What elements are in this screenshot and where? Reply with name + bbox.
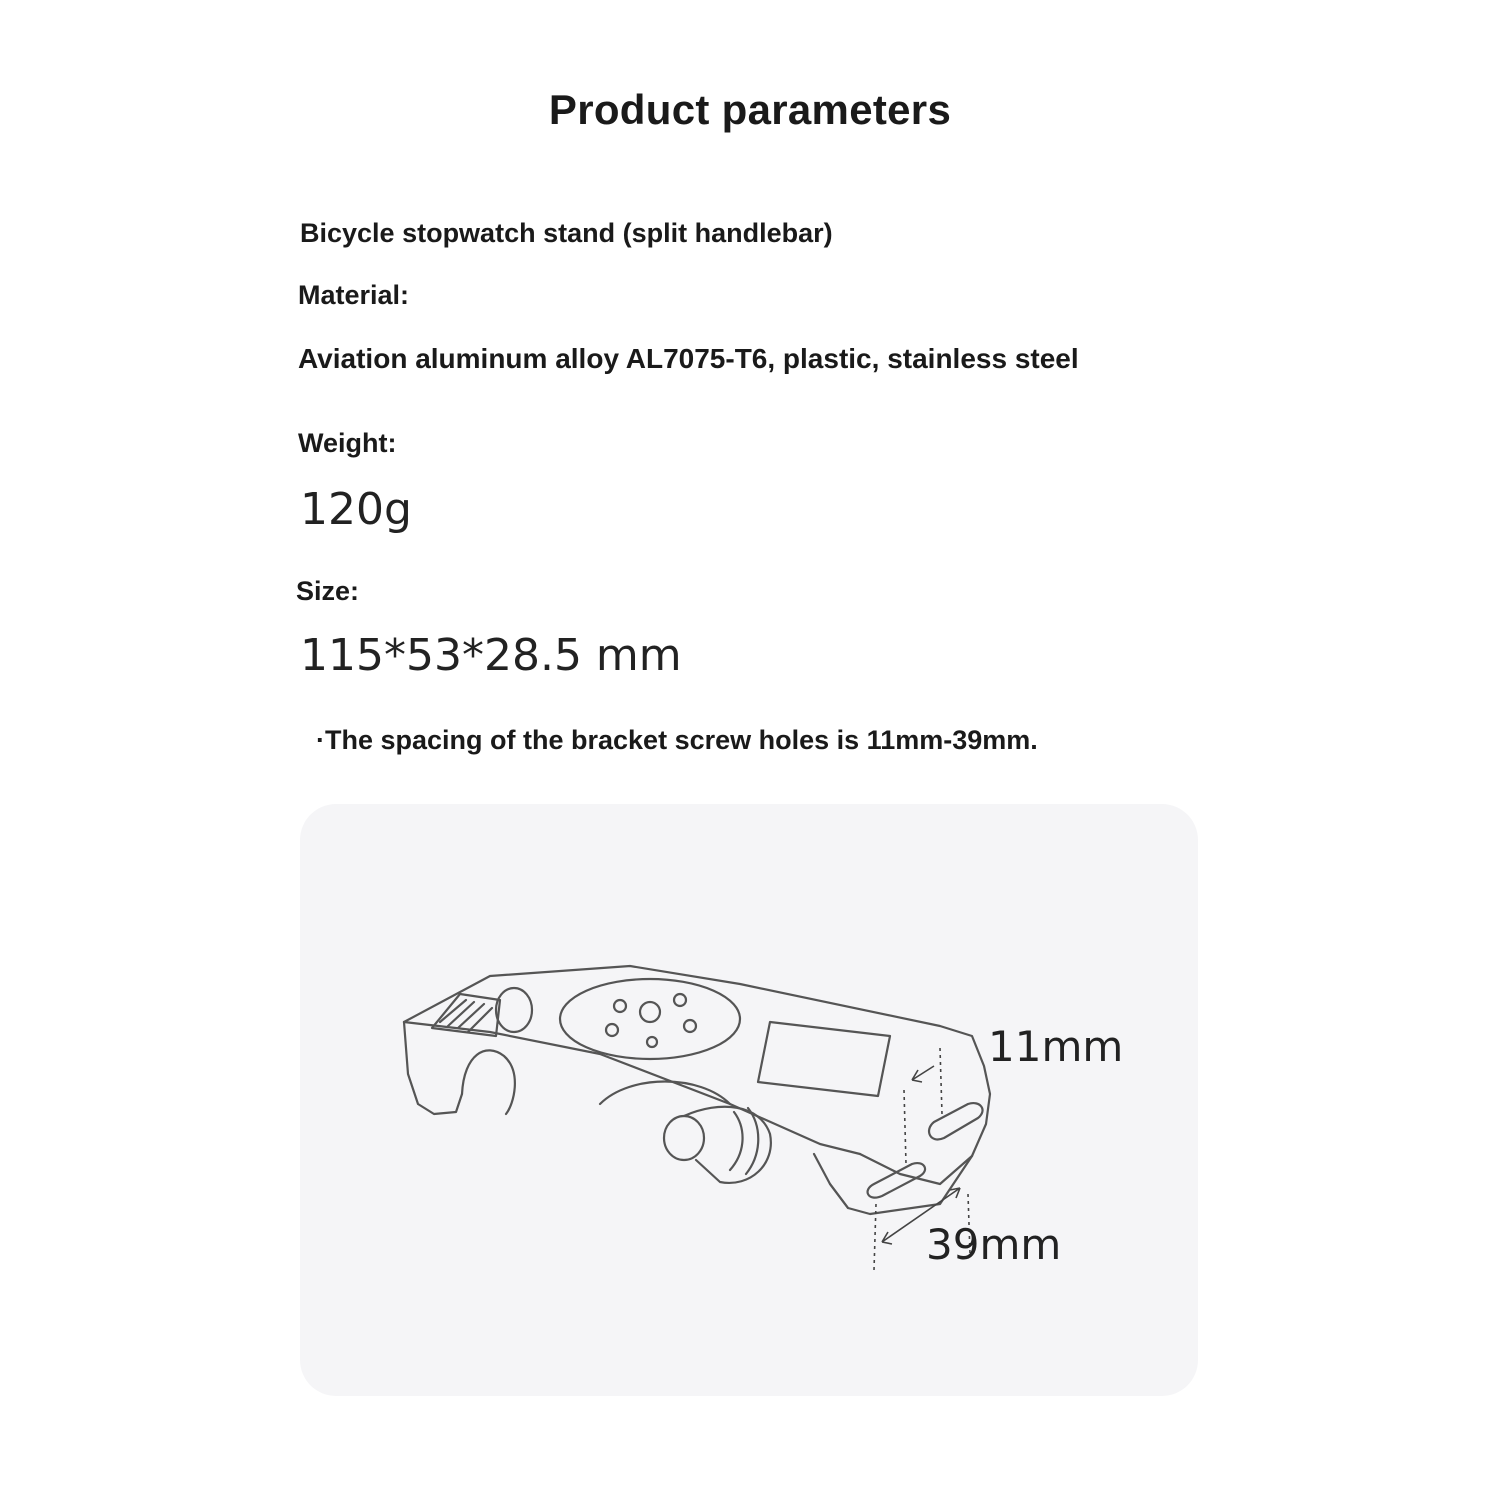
- material-label: Material:: [298, 280, 410, 310]
- product-name: Bicycle stopwatch stand (split handlebar): [300, 218, 833, 248]
- screw-hole-note: ·The spacing of the bracket screw holes is 11mm-39mm.: [316, 725, 1038, 755]
- page-title: Product parameters: [548, 86, 952, 133]
- size-value: 115*53*28.5 mm: [300, 630, 682, 681]
- size-label: Size:: [296, 576, 360, 606]
- material-value: Aviation aluminum alloy AL7075-T6, plastic, stainless steel: [298, 343, 1079, 374]
- dimension-label-long: 39mm: [926, 1220, 1062, 1269]
- bracket-illustration: [300, 804, 1198, 1396]
- product-diagram-panel: [300, 804, 1198, 1396]
- weight-value: 120g: [300, 484, 412, 535]
- weight-label: Weight:: [298, 428, 397, 458]
- dimension-label-short: 11mm: [988, 1022, 1124, 1071]
